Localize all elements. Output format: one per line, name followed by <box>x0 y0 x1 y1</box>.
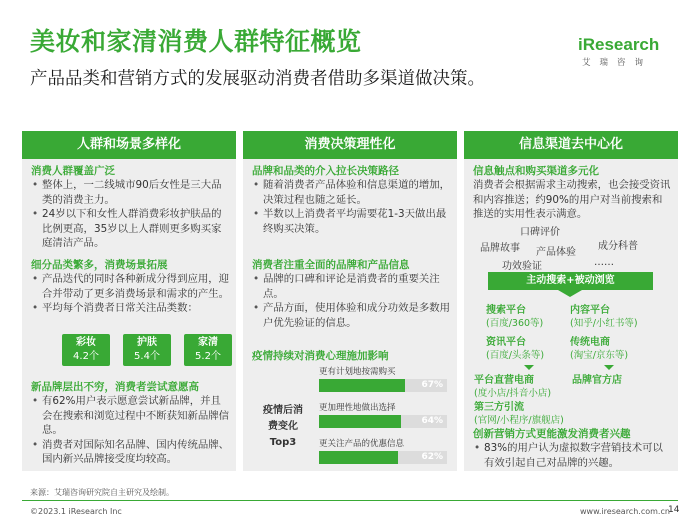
platform-sub: (百度/360等) <box>486 318 544 329</box>
platform-official-store <box>572 374 622 387</box>
bar-fill <box>319 451 398 464</box>
platform-name: 传统电商 <box>570 337 610 348</box>
column-heading: 消费决策理性化 <box>243 131 457 159</box>
cloud-word: 产品体验 <box>536 247 576 258</box>
iresearch-logo <box>578 36 674 80</box>
section-heading: 消费者注重全面的品牌和产品信息 <box>252 259 410 271</box>
side-label-line: 疫情后消 <box>263 405 303 416</box>
bullet: • 平均每个消费者日常关注品类数： <box>31 301 230 316</box>
bar-label: 更关注产品的优惠信息 <box>319 439 405 449</box>
section-touchpoints <box>473 164 672 222</box>
bullet: • 整体上，一二线城市90后女性是三大品类的消费主力。 <box>31 178 230 207</box>
bar-track <box>319 415 447 428</box>
section-heading: 细分品类繁多，消费场景拓展 <box>31 259 168 271</box>
section-heading: 消费人群覆盖广泛 <box>31 165 115 177</box>
bar-planned-buying <box>319 367 447 392</box>
section-innovative-marketing <box>473 427 672 470</box>
cloud-word: …… <box>594 257 614 268</box>
bullet: • 随着消费者产品体验和信息渠道的增加，决策过程也随之延长。 <box>252 178 451 207</box>
bar-label: 更加理性地做出选择 <box>319 403 396 413</box>
tag-makeup <box>62 334 110 366</box>
platform-news <box>486 336 544 362</box>
paragraph: 消费者会根据需求主动搜索，也会接受资讯和内容推送；约90%的用户对当前搜索和推送的实用性表示满意。 <box>473 179 671 220</box>
page-title: 美妆和家清消费人群特征概览 <box>30 27 362 56</box>
bar-value: 64% <box>421 416 443 426</box>
section-heading: 信息触点和购买渠道多元化 <box>473 165 599 177</box>
pandemic-top3-label <box>263 403 303 451</box>
section-brand-info <box>252 258 451 330</box>
tag-household <box>184 334 232 366</box>
bar-discount-focus <box>319 439 447 464</box>
tag-name: 家清 <box>198 337 218 348</box>
section-heading: 新品牌层出不穷，消费者尝试意愿高 <box>31 381 199 393</box>
cloud-word: 功效验证 <box>502 261 542 272</box>
platform-name: 搜索平台 <box>486 305 526 316</box>
bullet: • 83%的用户认为虚拟数字营销技术可以有效引起自己对品牌的兴趣。 <box>473 441 672 470</box>
chevron-down-icon <box>604 365 614 370</box>
bullet: • 半数以上消费者平均需要花1-3天做出最终购买决策。 <box>252 207 451 236</box>
tag-name: 护肤 <box>137 337 157 348</box>
tag-skincare <box>123 334 171 366</box>
cloud-word: 品牌故事 <box>480 243 520 254</box>
section-category-scenes <box>31 258 230 316</box>
website-link[interactable]: www.iresearch.com.cn <box>580 507 670 516</box>
page-number: 14 <box>668 505 680 515</box>
bar-value: 62% <box>421 452 443 462</box>
platform-ecommerce <box>570 336 628 362</box>
column-rational-decision <box>243 131 457 471</box>
section-decision-path <box>252 164 451 236</box>
column-heading: 人群和场景多样化 <box>22 131 236 159</box>
platform-name: 内容平台 <box>570 305 610 316</box>
bar-track <box>319 379 447 392</box>
platform-third-party <box>474 401 564 427</box>
platform-name: 资讯平台 <box>486 337 526 348</box>
copyright: ©2023.1 iResearch Inc <box>30 507 122 516</box>
logo-tagline: 艾瑞咨询 <box>582 58 653 68</box>
bullet: • 产品方面，使用体验和成分功效是多数用户优先验证的信息。 <box>252 301 451 330</box>
bullet: • 有62%用户表示愿意尝试新品牌，并且会在搜索和浏览过程中不断获知新品牌信息。 <box>31 394 230 438</box>
tag-value: 5.4个 <box>134 351 160 362</box>
section-pandemic <box>252 349 451 363</box>
bar-fill <box>319 415 401 428</box>
bar-label: 更有计划地按需购买 <box>319 367 396 377</box>
bar-rational-choice <box>319 403 447 428</box>
platform-name: 品牌官方店 <box>572 375 622 386</box>
platform-search <box>486 304 543 330</box>
column-crowd-scene <box>22 131 236 471</box>
bullet: • 产品迭代的同时各种新成分得到应用，迎合并带动了更多消费场景和需求的产生。 <box>31 272 230 301</box>
section-heading: 疫情持续对消费心理施加影响 <box>252 350 389 362</box>
platform-name: 第三方引流 <box>474 402 524 413</box>
cloud-word: 成分科普 <box>598 241 638 252</box>
side-label-line: Top3 <box>269 437 297 448</box>
section-new-brands <box>31 380 230 467</box>
bar-track <box>319 451 447 464</box>
logo-brand: iResearch <box>578 35 660 54</box>
search-browse-arrow: 主动搜索+被动浏览 <box>488 272 653 290</box>
bullet: • 24岁以下和女性人群消费彩妆护肤品的比例更高，35岁以上人群则更多购买家庭清洁产品。 <box>31 207 230 251</box>
bullet: • 消费者对国际知名品牌、国内传统品牌、国内新兴品牌接受度均较高。 <box>31 438 230 467</box>
cloud-word: 口碑评价 <box>520 227 560 238</box>
chevron-down-icon <box>524 365 534 370</box>
source-note: 来源：艾瑞咨询研究院自主研究及绘制。 <box>30 488 174 497</box>
platform-direct-ecommerce <box>474 374 551 400</box>
page-subtitle: 产品品类和营销方式的发展驱动消费者借助多渠道做决策。 <box>30 69 485 89</box>
bar-fill <box>319 379 405 392</box>
platform-sub: (知乎/小红书等) <box>570 318 638 329</box>
platform-name: 平台直营电商 <box>474 375 534 386</box>
category-tags <box>62 334 232 366</box>
side-label-line: 费变化 <box>268 421 298 432</box>
bullet: • 品牌的口碑和评论是消费者的重要关注点。 <box>252 272 451 301</box>
platform-sub: (淘宝/京东等) <box>570 350 629 361</box>
platform-sub: (度小店/抖音小店) <box>474 388 552 399</box>
footer-divider <box>22 500 678 501</box>
tag-value: 5.2个 <box>195 351 221 362</box>
info-word-cloud <box>480 223 660 275</box>
section-consumer-coverage <box>31 164 230 251</box>
tag-name: 彩妆 <box>76 337 96 348</box>
tag-value: 4.2个 <box>73 351 99 362</box>
section-heading: 品牌和品类的介入拉长决策路径 <box>252 165 399 177</box>
platform-sub: (百度/头条等) <box>486 350 545 361</box>
platform-sub: (官网/小程序/旗舰店) <box>474 415 564 426</box>
column-heading: 信息渠道去中心化 <box>464 131 678 159</box>
bar-value: 67% <box>421 380 443 390</box>
section-heading: 创新营销方式更能激发消费者兴趣 <box>473 428 631 440</box>
platform-content <box>570 304 638 330</box>
column-decentralized-channels <box>464 131 678 471</box>
